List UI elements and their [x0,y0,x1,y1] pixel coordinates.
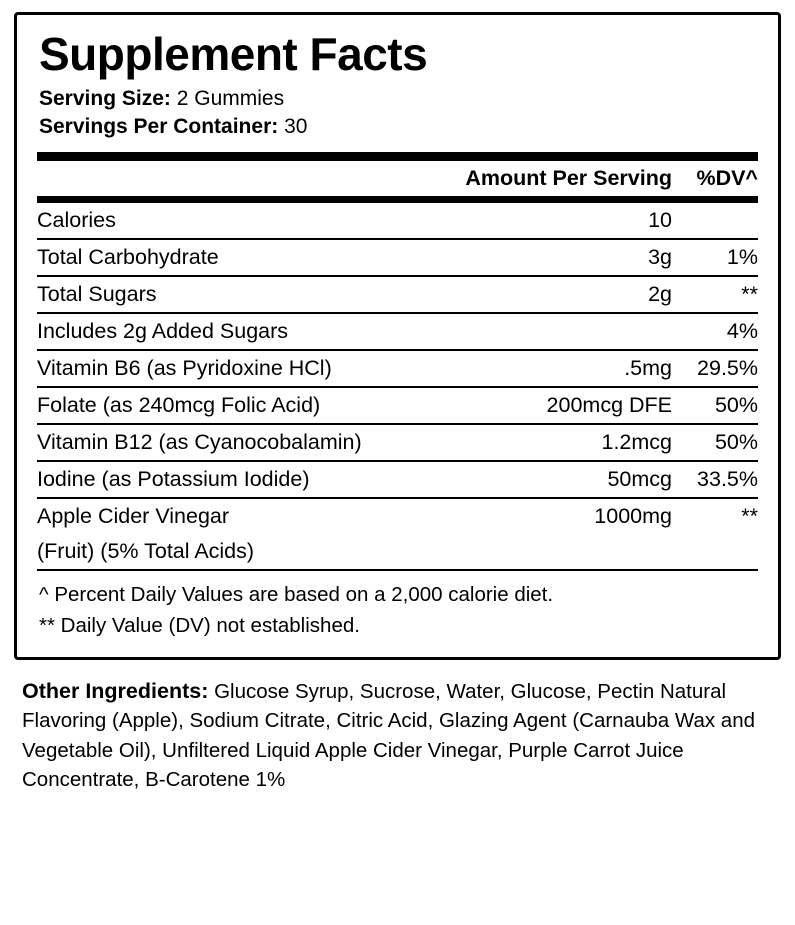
column-header-amount: Amount Per Serving [465,161,672,197]
row-dv: 50% [672,387,758,424]
serving-size-line [39,85,758,113]
table-row [37,276,758,313]
table-row [37,461,758,498]
row-amount: 50mcg [482,461,672,498]
table-row [37,424,758,461]
row-name: Includes 2g Added Sugars [37,313,482,350]
servings-per-container-value: 30 [284,115,308,139]
header-spacer [37,161,465,197]
row-name: Iodine (as Potassium Iodide) [37,461,482,498]
supplement-facts-panel [14,12,781,660]
divider-thick-top [37,152,758,161]
row-amount: 200mcg DFE [482,387,672,424]
nutrition-table [37,161,758,198]
row-dv: 50% [672,424,758,461]
serving-size-label: Serving Size: [39,86,171,110]
table-row [37,534,758,570]
row-name: Folate (as 240mcg Folic Acid) [37,387,482,424]
row-dv: ** [672,276,758,313]
footnote-daily-values: ^ Percent Daily Values are based on a 2,000 calorie diet. [39,582,554,606]
row-name: Apple Cider Vinegar [37,503,230,528]
panel-title: Supplement Facts [39,28,428,80]
other-ingredients-text: Glucose Syrup, Sucrose, Water, Glucose, Pectin Natural Flavoring (Apple), Sodium Citrate, Citric Acid, Glazing Agent (Carnauba Wax and Vegetable Oil), Unfiltered Liquid Apple Cider Vinegar, Purple Carrot Juice Concentrate, B-Carotene 1% [22,679,756,791]
row-amount: 1000mg [594,503,672,528]
table-row [37,239,758,276]
serving-size-value: 2 Gummies [176,86,285,110]
row-name: Vitamin B12 (as Cyanocobalamin) [37,424,482,461]
row-amount: 10 [482,203,672,239]
row-dv: 4% [672,313,758,350]
row-amount [482,534,672,570]
table-header-row [37,161,758,197]
servings-per-container-label: Servings Per Container: [39,115,279,139]
table-row [37,203,758,239]
nutrition-rows [37,203,758,571]
table-row [37,350,758,387]
row-name: (Fruit) (5% Total Acids) [37,534,482,570]
row-dv: ** [741,503,758,528]
table-row [37,313,758,350]
table-row [37,387,758,424]
row-amount: .5mg [482,350,672,387]
servings-per-container-line [39,113,758,141]
table-row [37,498,758,534]
row-dv: 1% [672,239,758,276]
row-amount: 1.2mcg [482,424,672,461]
row-amount [482,313,672,350]
row-name: Vitamin B6 (as Pyridoxine HCl) [37,350,482,387]
other-ingredients-block [22,676,775,794]
row-amount: 3g [482,239,672,276]
row-amount: 2g [482,276,672,313]
row-dv: 33.5% [672,461,758,498]
other-ingredients-label: Other Ingredients: [22,678,209,703]
row-name: Total Sugars [37,276,482,313]
row-name: Total Carbohydrate [37,239,482,276]
column-header-dv: %DV^ [672,161,758,197]
row-name: Calories [37,203,482,239]
row-dv [672,203,758,239]
row-dv [672,534,758,570]
row-dv: 29.5% [672,350,758,387]
footnote-dv-not-established: ** Daily Value (DV) not established. [39,614,360,638]
